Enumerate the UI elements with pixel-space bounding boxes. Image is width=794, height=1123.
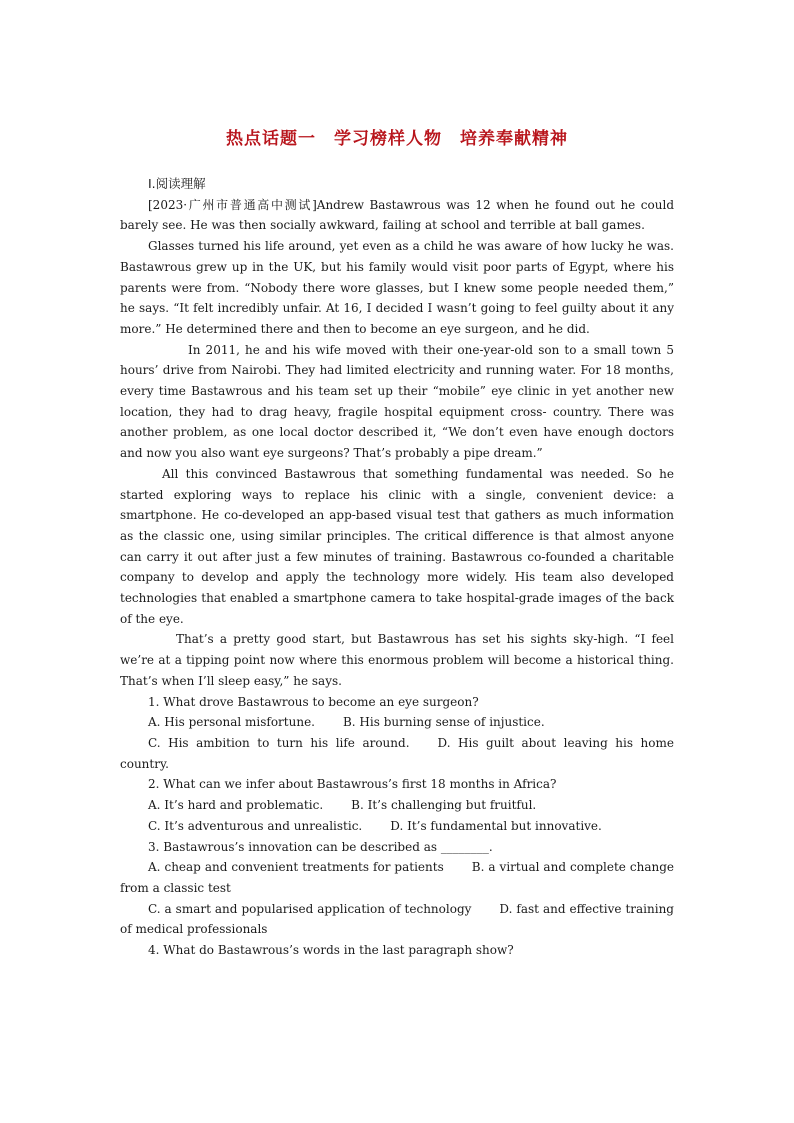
question-1-options-cd bbox=[120, 733, 674, 774]
question-1-option-c: C. His ambition to turn his life around. bbox=[148, 735, 410, 750]
question-4-stem: 4. What do Bastawrous’s words in the last paragraph show? bbox=[148, 943, 514, 958]
question-2-option-a: A. It’s hard and problematic. bbox=[148, 798, 324, 813]
question-2-option-d: D. It’s fundamental but innovative. bbox=[390, 818, 602, 833]
question-3-options-ab bbox=[120, 857, 674, 898]
question-3-options-cd bbox=[120, 899, 674, 940]
question-2-options-cd bbox=[120, 816, 674, 837]
section-heading: Ⅰ.阅读理解 bbox=[148, 176, 206, 191]
document-body bbox=[120, 174, 674, 961]
passage-paragraph-1: [2023·广州市普通高中测试]Andrew Bastawrous was 12 when he found out he could barely see. He was then socially awkward, failing at school and terrible at ball games. bbox=[120, 197, 674, 233]
question-2-options-ab bbox=[120, 795, 674, 816]
question-1-option-d: D. His guilt about leaving his home country. bbox=[120, 735, 674, 771]
question-3-option-c: C. a smart and popularised application of technology bbox=[148, 901, 472, 916]
question-1-stem: 1. What drove Bastawrous to become an eye surgeon? bbox=[148, 694, 479, 709]
passage-paragraph-3: In 2011, he and his wife moved with their one-year-old son to a small town 5 hours’ drive from Nairobi. They had limited electricity and running water. For 18 months, every time Bastawrous and his team set up their “mobile” eye clinic in yet another new location, they had to drag heavy, fragile hospital equipment cross- country. There was another problem, as one local doctor described it, “We don’t even have enough doctors and now you also want eye surgeons? That’s probably a pipe dream.” bbox=[120, 342, 674, 461]
question-2-option-b: B. It’s challenging but fruitful. bbox=[351, 798, 537, 813]
passage-paragraph-5: That’s a pretty good start, but Bastawrous has set his sights sky-high. “I feel we’re at a tipping point now where this enormous problem will become a historical thing. That’s when I’ll sleep easy,” he says. bbox=[120, 632, 674, 688]
question-2-stem: 2. What can we infer about Bastawrous’s first 18 months in Africa? bbox=[148, 777, 557, 792]
page-title: 热点话题一 学习榜样人物 培养奉献精神 bbox=[226, 129, 568, 149]
question-3-option-b: B. a virtual and complete change from a classic test bbox=[120, 860, 674, 895]
passage-paragraph-4: All this convinced Bastawrous that something fundamental was needed. So he started exploring ways to replace his clinic with a single, convenient device: a smartphone. He co-developed an app-based visual test that gathers as much information as the classic one, using similar principles. The critical difference is that almost anyone can carry it out after just a few minutes of training. Bastawrous co-founded a charitable company to develop and apply the technology more widely. His team also developed technologies that enabled a smartphone camera to take hospital-grade images of the back of the eye. bbox=[120, 466, 674, 626]
question-3-option-a: A. cheap and convenient treatments for patients bbox=[148, 860, 444, 875]
question-3-stem: 3. Bastawrous’s innovation can be described as ________. bbox=[148, 839, 493, 854]
question-1-options-ab bbox=[120, 712, 674, 733]
passage-paragraph-2: Glasses turned his life around, yet even as a child he was aware of how lucky he was. Bastawrous grew up in the UK, but his family would visit poor parts of Egypt, where his parents were from. “Nobody there wore glasses, but I knew some people needed them,” he says. “It felt incredibly unfair. At 16, I decided I wasn’t going to feel guilty about it any more.” He determined there and then to become an eye surgeon, and he did. bbox=[120, 239, 674, 336]
question-1-option-a: A. His personal misfortune. bbox=[148, 715, 315, 730]
question-2-option-c: C. It’s adventurous and unrealistic. bbox=[148, 818, 363, 833]
question-3-option-d: D. fast and effective training of medical professionals bbox=[120, 901, 674, 937]
question-1-option-b: B. His burning sense of injustice. bbox=[342, 715, 545, 730]
